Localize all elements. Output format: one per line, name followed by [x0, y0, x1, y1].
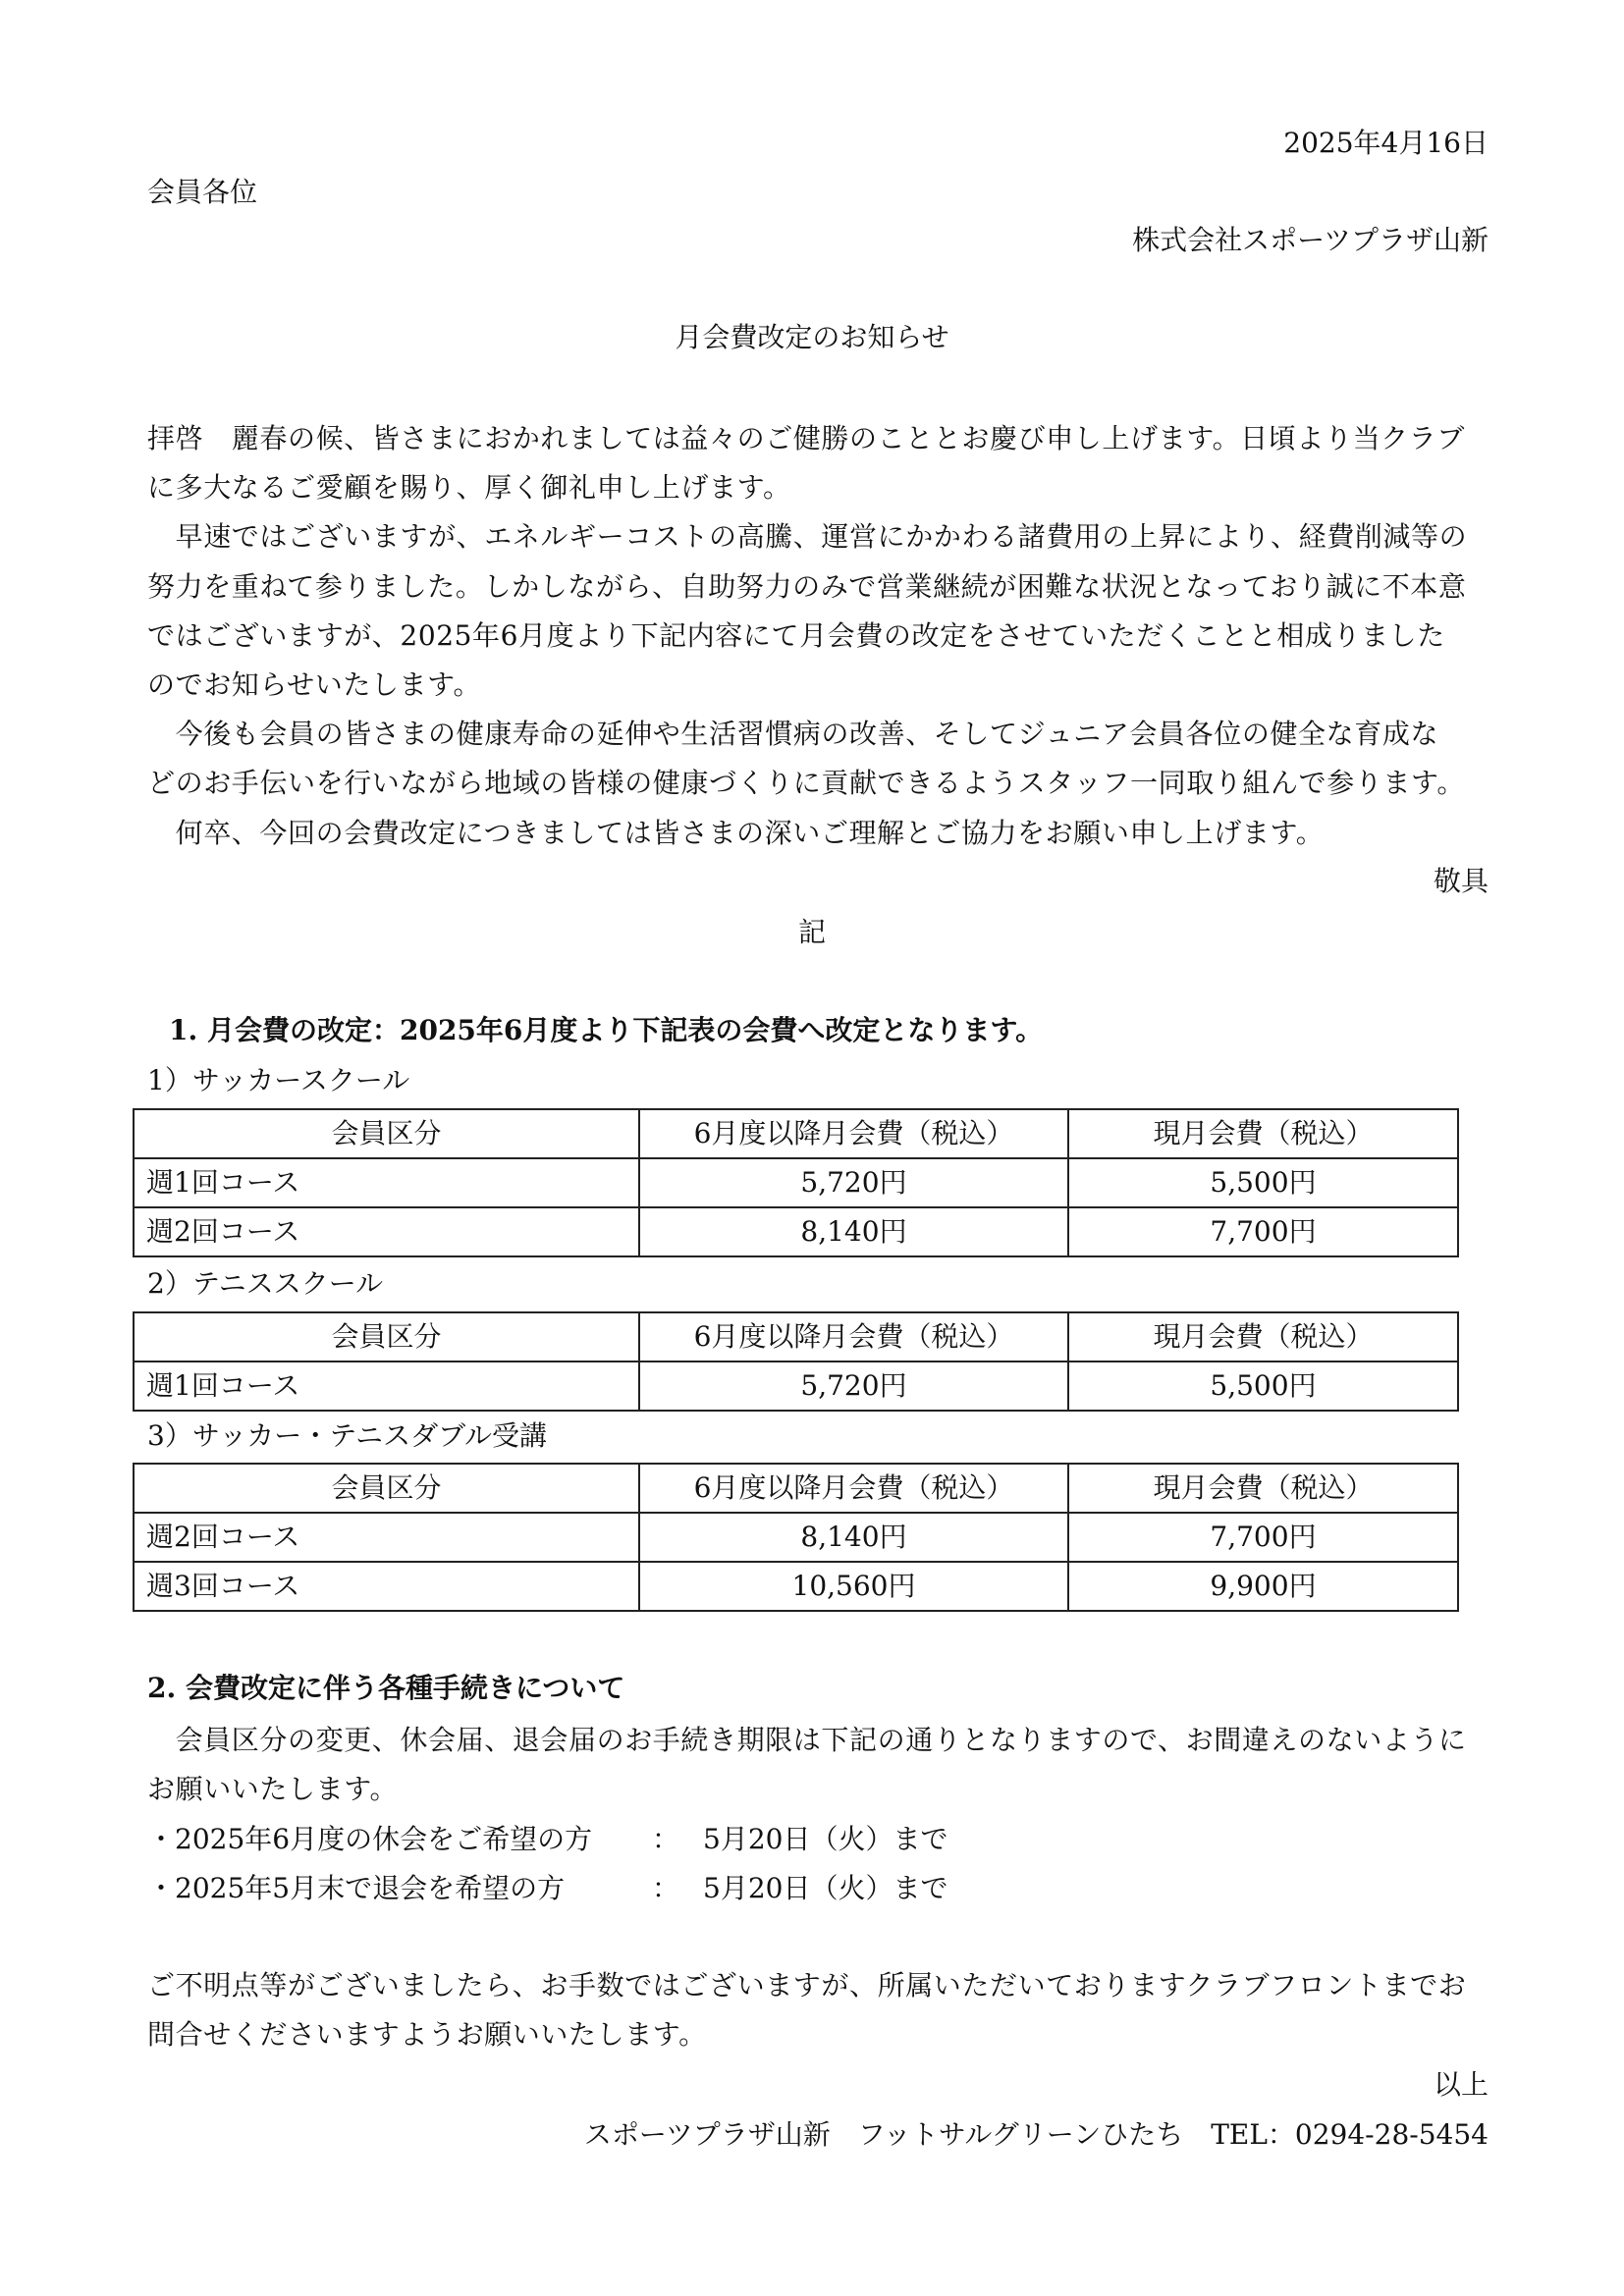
- table-cell: 8,140円: [639, 1513, 1068, 1562]
- body-line: のでお知らせいたします。: [147, 667, 482, 701]
- document-date: 2025年4月16日: [1283, 127, 1489, 159]
- body-line: お願いいたします。: [147, 1773, 399, 1806]
- table-cell: 7,700円: [1068, 1513, 1458, 1562]
- section2-text: [147, 1724, 1502, 1825]
- table-row: [134, 1562, 1458, 1611]
- body-line: どのお手伝いを行いながら地域の皆様の健康づくりに貢献できるようスタッフ一同取り組んで参ります。: [147, 767, 1465, 800]
- table-cell: 5,500円: [1068, 1362, 1458, 1411]
- fee-table-double: [133, 1463, 1459, 1612]
- body-line: 今後も会員の皆さまの健康寿命の延伸や生活習慣病の改善、そしてジュニア会員各位の健全な育成な: [147, 718, 1439, 751]
- body-line: ではございますが、2025年6月度より下記内容にて月会費の改定をさせていただくことと相成りました: [147, 618, 1445, 652]
- body-line: 何卒、今回の会費改定につきましては皆さまの深いご理解とご協力をお願い申し上げます。: [147, 816, 1325, 849]
- table-row: [134, 1207, 1458, 1256]
- fee-table-soccer: [133, 1108, 1459, 1257]
- table-row: [134, 1362, 1458, 1411]
- table-row: [134, 1513, 1458, 1562]
- section1-heading: 1. 月会費の改定：2025年6月度より下記表の会費へ改定となります。: [169, 1014, 1044, 1046]
- header-cell: 会員区分: [134, 1312, 639, 1362]
- body-line: 拝啓 麗春の候、皆さまにおかれましては益々のご健勝のこととお慶び申し上げます。日頃より当クラブ: [147, 422, 1465, 454]
- table-label: 2）テニススクール: [147, 1267, 384, 1300]
- body-line: 努力を重ねて参りました。しかしながら、自助努力のみで営業継続が困難な状況となっており誠に不本意: [147, 569, 1467, 603]
- end-mark: 以上: [1433, 2068, 1489, 2101]
- sender: 株式会社スポーツプラザ山新: [1132, 224, 1489, 256]
- table-row: [134, 1158, 1458, 1207]
- table-cell: 週3回コース: [134, 1562, 639, 1611]
- body-line: 早速ではございますが、エネルギーコストの高騰、運営にかかわる諸費用の上昇により、経費削減等の: [147, 520, 1468, 554]
- fee-table-tennis: [133, 1311, 1459, 1412]
- recipient: 会員各位: [147, 176, 258, 208]
- table-cell: 5,720円: [639, 1158, 1068, 1207]
- deadline-date: 5月20日（火）まで: [703, 1823, 948, 1855]
- deadline-separator: ：: [652, 1872, 680, 1904]
- document-title: 月会費改定のお知らせ: [675, 321, 949, 353]
- header-cell: 6月度以降月会費（税込）: [639, 1312, 1068, 1362]
- footer-contact: スポーツプラザ山新 フットサルグリーンひたち TEL：0294-28-5454: [583, 2118, 1489, 2151]
- table-label: 3）サッカー・テニスダブル受講: [147, 1419, 548, 1452]
- ki-heading: 記: [797, 916, 826, 948]
- header-cell: 現月会費（税込）: [1068, 1464, 1458, 1513]
- header-cell: 現月会費（税込）: [1068, 1312, 1458, 1362]
- table-cell: 10,560円: [639, 1562, 1068, 1611]
- table-cell: 週1回コース: [134, 1158, 639, 1207]
- table-cell: 週1回コース: [134, 1362, 639, 1411]
- table-header-row: [134, 1464, 1458, 1513]
- table-cell: 9,900円: [1068, 1562, 1458, 1611]
- table-cell: 5,720円: [639, 1362, 1068, 1411]
- body-line: 問合せくださいますようお願いいたします。: [147, 2018, 707, 2052]
- header-cell: 現月会費（税込）: [1068, 1109, 1458, 1158]
- deadline-date: 5月20日（火）まで: [703, 1872, 948, 1904]
- deadline-separator: ：: [652, 1823, 680, 1855]
- header-cell: 6月度以降月会費（税込）: [639, 1109, 1068, 1158]
- header-cell: 会員区分: [134, 1109, 639, 1158]
- table-cell: 週2回コース: [134, 1513, 639, 1562]
- table-cell: 7,700円: [1068, 1207, 1458, 1256]
- header-cell: 会員区分: [134, 1464, 639, 1513]
- deadline-item: ・2025年6月度の休会をご希望の方: [147, 1823, 593, 1855]
- closing: 敬具: [1433, 865, 1489, 897]
- header-cell: 6月度以降月会費（税込）: [639, 1464, 1068, 1513]
- table-cell: 週2回コース: [134, 1207, 639, 1256]
- table-cell: 5,500円: [1068, 1158, 1458, 1207]
- table-label: 1）サッカースクール: [147, 1064, 410, 1096]
- deadline-item: ・2025年5月末で退会を希望の方: [147, 1872, 566, 1904]
- body-line: ご不明点等がございましたら、お手数ではございますが、所属いただいておりますクラブフロントまでお: [147, 1969, 1467, 2002]
- contact-text: [147, 1969, 1502, 2070]
- body-line: に多大なるご愛顧を賜り、厚く御礼申し上げます。: [147, 471, 791, 505]
- body-text: [147, 422, 1502, 869]
- table-header-row: [134, 1109, 1458, 1158]
- table-header-row: [134, 1312, 1458, 1362]
- body-line: 会員区分の変更、休会届、退会届のお手続き期限は下記の通りとなりますので、お間違えのないように: [147, 1724, 1467, 1756]
- table-cell: 8,140円: [639, 1207, 1068, 1256]
- section2-heading: 2. 会費改定に伴う各種手続きについて: [147, 1672, 625, 1704]
